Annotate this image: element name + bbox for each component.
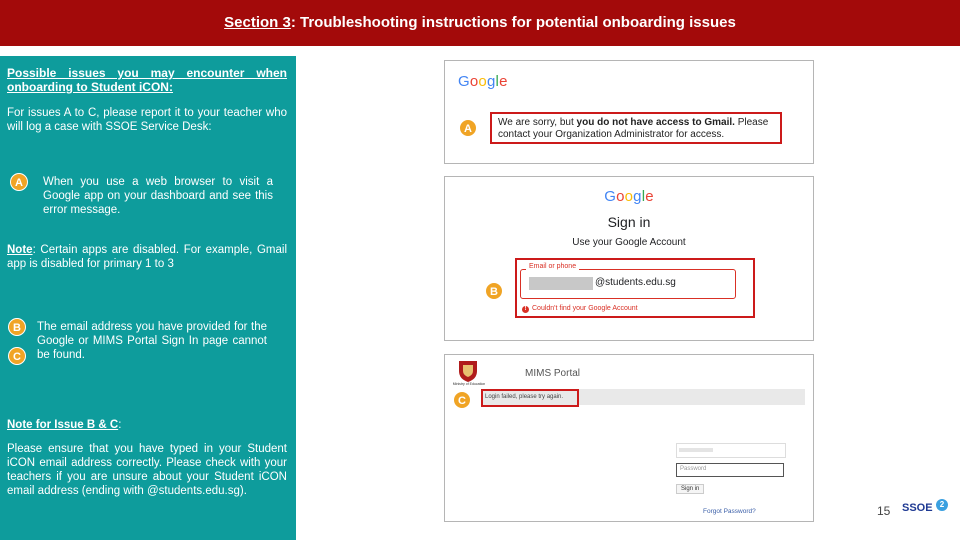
email-field-label: Email or phone bbox=[526, 263, 579, 270]
email-field[interactable] bbox=[520, 269, 736, 299]
mims-title: MIMS Portal bbox=[525, 368, 581, 379]
panel-google-signin bbox=[444, 176, 814, 341]
note-label: Note bbox=[7, 244, 33, 256]
note-bc-label: Note for Issue B & C bbox=[7, 419, 119, 431]
email-domain: @students.edu.sg bbox=[595, 277, 676, 288]
panel-gmail-error bbox=[444, 60, 814, 164]
note-bc-colon: : bbox=[118, 419, 122, 431]
redacted-username bbox=[679, 448, 713, 452]
username-input[interactable] bbox=[676, 443, 786, 458]
moe-crest-caption: Ministry of Education bbox=[452, 382, 486, 386]
badge-b: B bbox=[8, 318, 26, 336]
note-apps bbox=[7, 243, 287, 271]
google-logo: Google bbox=[604, 188, 654, 205]
signin-subtitle: Use your Google Account bbox=[572, 237, 686, 248]
mims-signin-button[interactable]: Sign in bbox=[676, 484, 704, 494]
gmail-error-message: We are sorry, but you do not have access to Gmail. Please contact your Organization Administrator for access. bbox=[498, 117, 769, 140]
mims-error: Login failed, please try again. bbox=[485, 394, 564, 400]
sidebar-intro: For issues A to C, please report it to your teacher who will log a case with SSOE Service Desk: bbox=[7, 107, 287, 133]
note-text: : Certain apps are disabled. For example, Gmail app is disabled for primary 1 to 3 bbox=[7, 244, 287, 270]
sidebar-heading: Possible issues you may encounter when onboarding to Student iCON: bbox=[7, 66, 287, 94]
forgot-password-link[interactable]: Forgot Password? bbox=[703, 508, 756, 515]
ssoe-logo-badge: 2 bbox=[936, 499, 948, 511]
google-logo: Google bbox=[458, 73, 508, 90]
header-title: : Troubleshooting instructions for potential onboarding issues bbox=[290, 14, 736, 31]
issue-a-text: When you use a web browser to visit a Google app on your dashboard and see this error message. bbox=[43, 176, 273, 216]
ssoe-logo-text: SSOE bbox=[902, 502, 933, 514]
badge-a: A bbox=[10, 173, 28, 191]
badge-c-panel: C bbox=[453, 391, 471, 409]
note-bc-heading bbox=[7, 418, 287, 432]
slide-header bbox=[0, 0, 960, 46]
badge-b-panel: B bbox=[485, 282, 503, 300]
badge-c: C bbox=[8, 347, 26, 365]
signin-error: ! Couldn't find your Google Account bbox=[522, 305, 638, 313]
password-placeholder: Password bbox=[680, 466, 707, 472]
section-label: Section 3 bbox=[224, 14, 291, 31]
note-bc-text: Please ensure that you have typed in your Student iCON email address correctly. Please check with your teachers if you are unsure about your Student iCON email address (ending with @students.edu.sg). bbox=[7, 443, 287, 497]
page-number: 15 bbox=[877, 504, 891, 518]
panel-mims-portal bbox=[444, 354, 814, 522]
badge-a-panel: A bbox=[459, 119, 477, 137]
moe-crest-icon bbox=[457, 359, 479, 383]
error-icon: ! bbox=[522, 306, 529, 313]
password-input[interactable] bbox=[676, 463, 784, 477]
issue-bc-text: The email address you have provided for the Google or MIMS Portal Sign In page cannot be found. bbox=[37, 321, 267, 361]
ssoe-logo bbox=[902, 499, 952, 523]
signin-title: Sign in bbox=[607, 214, 651, 230]
sidebar bbox=[0, 56, 296, 540]
redacted-username bbox=[529, 277, 593, 290]
